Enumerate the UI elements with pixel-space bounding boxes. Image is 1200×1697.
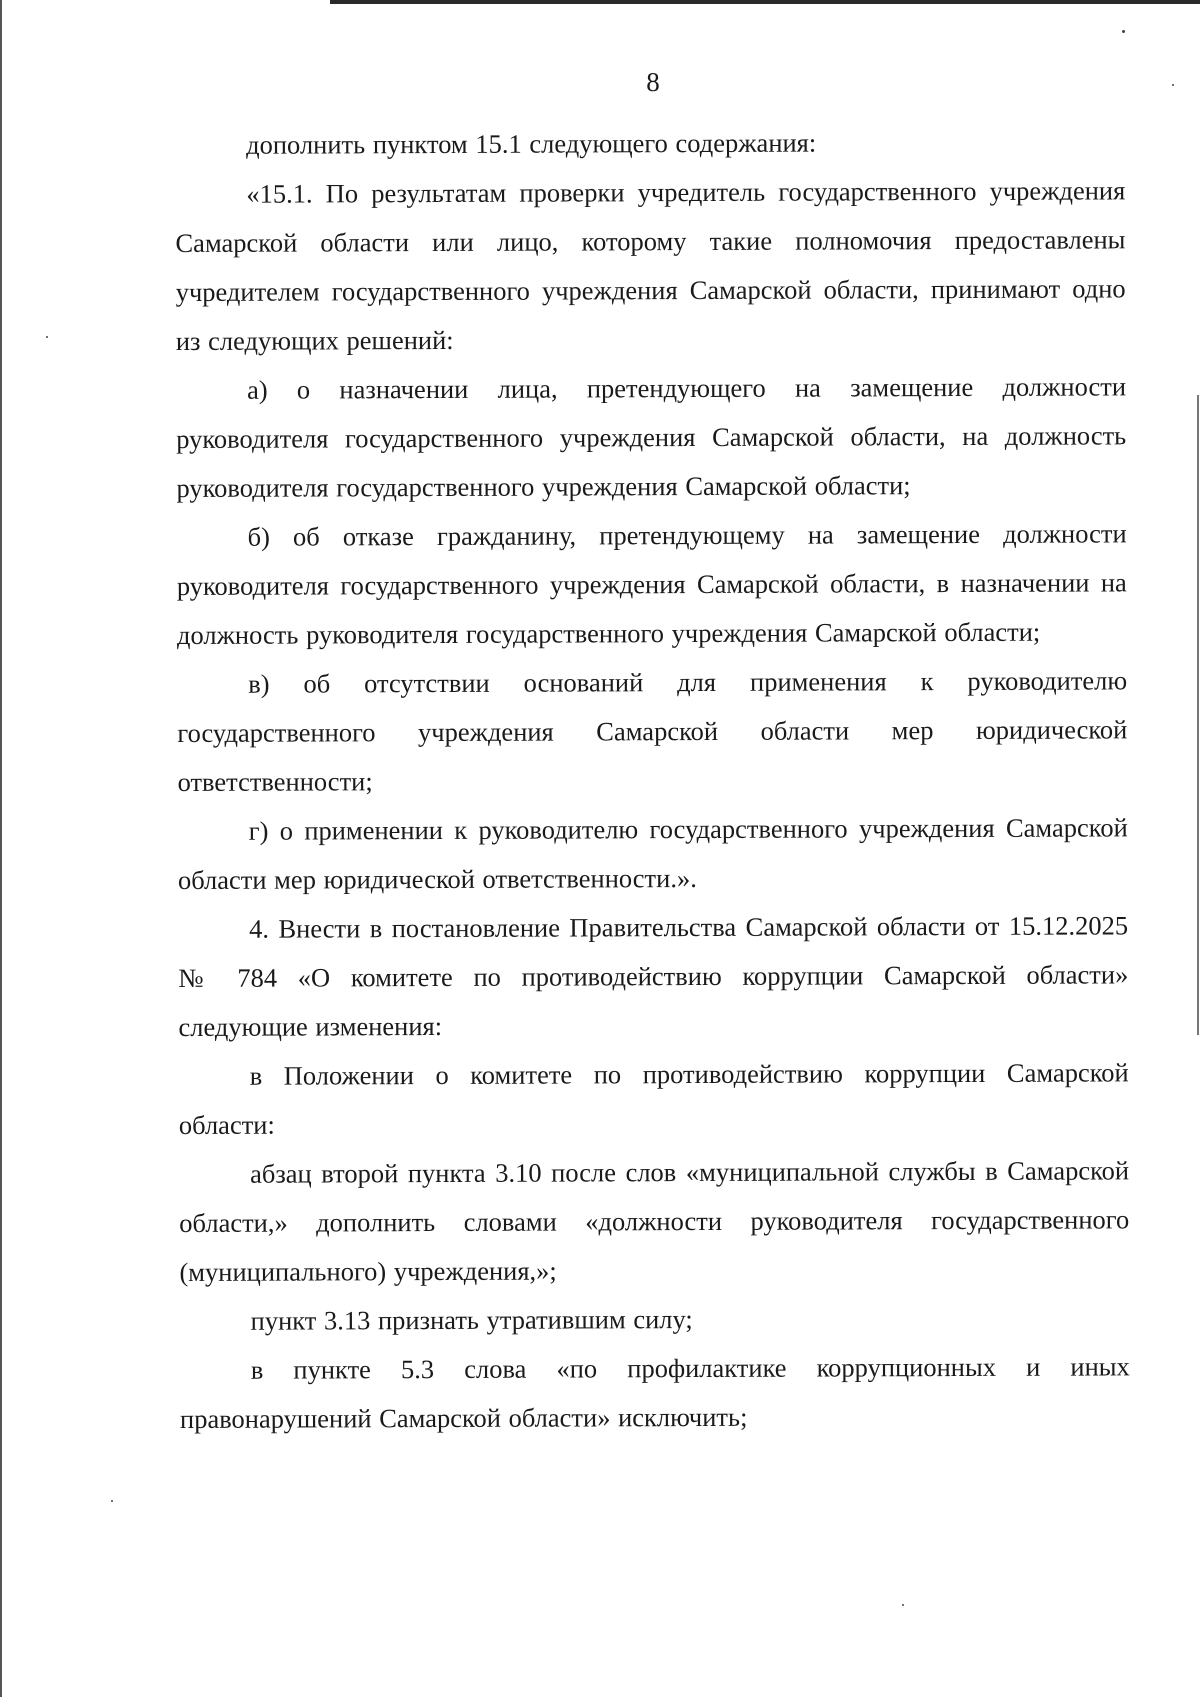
document-body — [175, 117, 1130, 1444]
paragraph-item-b: б) об отказе гражданину, претендующему на замещение должности руководителя государственного учреждения Самарской области, в назначении на должность руководителя государственного учреждения Самарской области; — [176, 518, 1127, 650]
scan-edge-left — [0, 0, 2, 1697]
paragraph-item-g: г) о применении к руководителю государственного учреждения Самарской области мер юридической ответственности.». — [177, 812, 1128, 895]
paragraph-intro: дополнить пунктом 15.1 следующего содержания: — [246, 127, 817, 160]
paragraph-5-3: в пункте 5.3 слова «по профилактике коррупционных и иных правонарушений Самарской области» исключить; — [179, 1351, 1130, 1434]
paragraph-15-1: «15.1. По результатам проверки учредитель государственного учреждения Самарской области или лицо, которому такие полномочия предоставлены учредителем государственного учреждения Самарской области, принимают одно из следующих решений: — [175, 175, 1126, 356]
scan-edge-right — [1197, 395, 1199, 1035]
scan-edge-top — [330, 0, 1200, 4]
scan-speck — [46, 336, 48, 338]
scan-speck — [111, 1500, 113, 1502]
scan-speck — [902, 1604, 904, 1606]
paragraph-item-v: в) об отсутствии оснований для применения к руководителю государственного учреждения Самарской области мер юридической ответственности; — [177, 665, 1128, 797]
page-number: 8 — [646, 67, 660, 97]
paragraph-3-13: пункт 3.13 признать утратившим силу; — [250, 1304, 693, 1336]
paragraph-regulation: в Положении о комитете по противодействию коррупции Самарской области: — [178, 1057, 1129, 1140]
scan-speck — [1122, 30, 1125, 33]
paragraph-section-4: 4. Внести в постановление Правительства Самарской области от 15.12.2025 № 784 «О комитете по противодействию коррупции Самарской области» следующие изменения: — [178, 910, 1129, 1042]
paragraph-3-10: абзац второй пункта 3.10 после слов «муниципальной службы в Самарской области,» дополнить словами «должности руководителя государственного (муниципального) учреждения,»; — [179, 1155, 1130, 1287]
paragraph-item-a: а) о назначении лица, претендующего на замещение должности руководителя государственного учреждения Самарской области, на должность руководителя государственного учреждения Самарской области; — [176, 371, 1127, 503]
